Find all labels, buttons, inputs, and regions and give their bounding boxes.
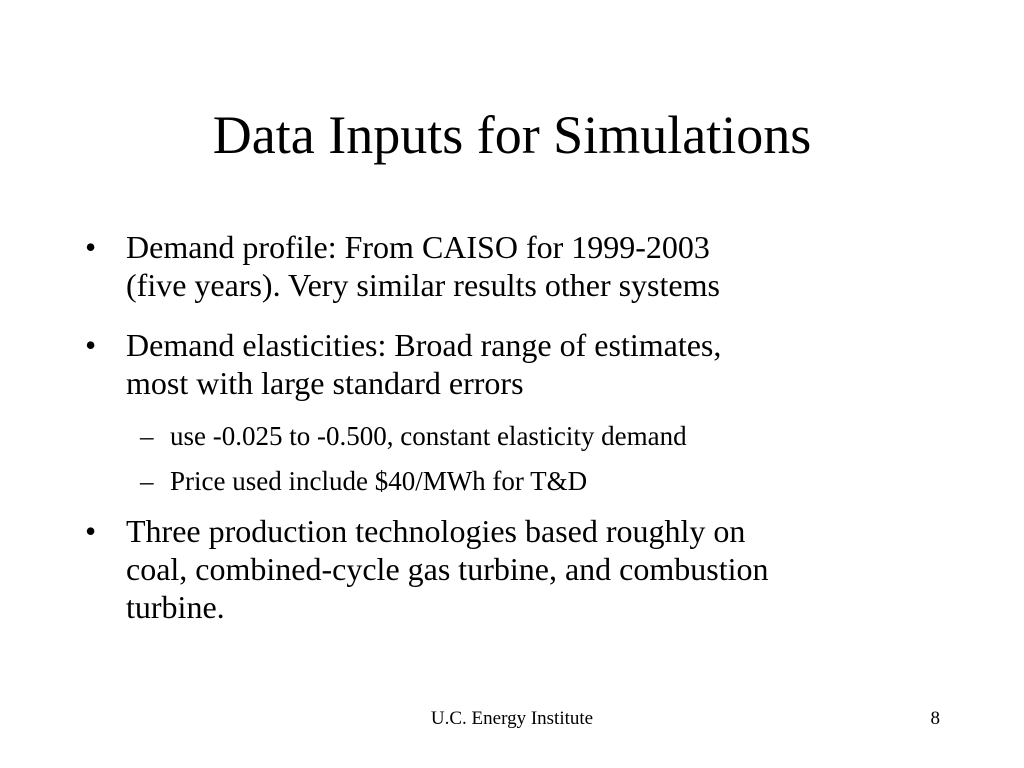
bullet-marker: • <box>85 513 97 549</box>
sub-bullet-marker: – <box>140 466 154 496</box>
bullet-marker: • <box>85 229 97 265</box>
bullet-text: Demand profile: From CAISO for 1999-2003 (five years). Very similar results other systems <box>126 229 720 303</box>
bullet-text: Demand elasticities: Broad range of estimates, most with large standard errors <box>126 327 722 401</box>
sub-bullet-marker: – <box>140 421 154 451</box>
sub-bullet-text: use -0.025 to -0.500, constant elasticity demand <box>170 421 687 451</box>
bullet-text: Three production technologies based roughly on coal, combined-cycle gas turbine, and combustion turbine. <box>126 513 769 625</box>
slide-title: Data Inputs for Simulations <box>212 105 812 165</box>
footer-institution: U.C. Energy Institute <box>430 708 594 729</box>
sub-bullet-text: Price used include $40/MWh for T&D <box>170 466 588 496</box>
page-number: 8 <box>930 708 940 729</box>
bullet-marker: • <box>85 327 97 363</box>
